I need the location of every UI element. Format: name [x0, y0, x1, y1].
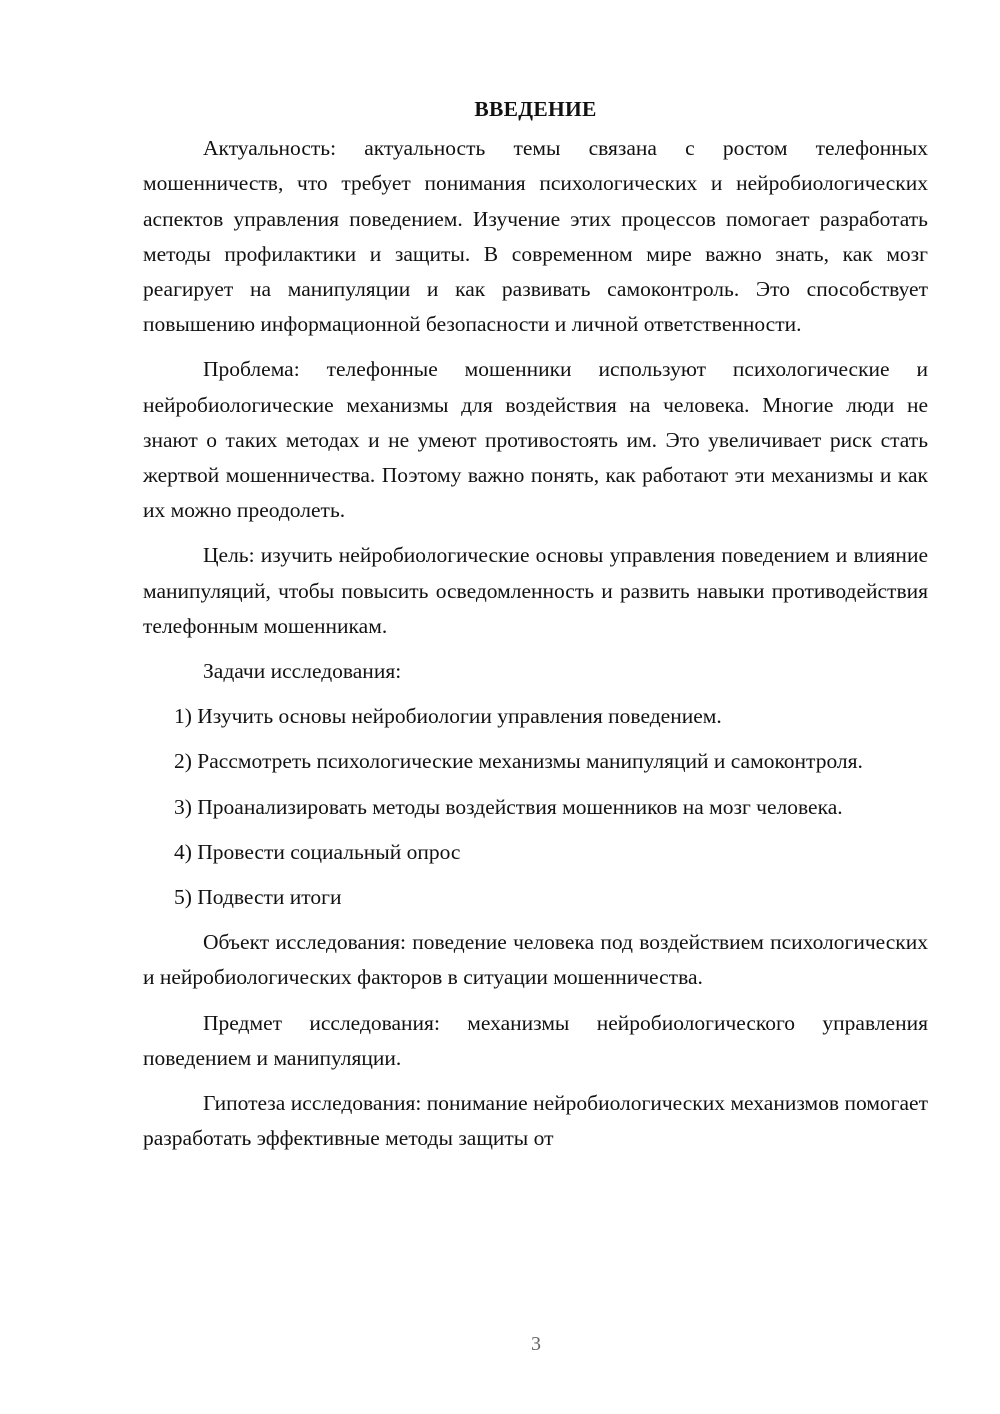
task-item-5: 5) Подвести итоги	[174, 885, 342, 910]
task-item-2: 2) Рассмотреть психологические механизмы манипуляций и самоконтроля.	[174, 749, 863, 774]
task-item-4: 4) Провести социальный опрос	[174, 839, 461, 864]
task-item-1: 1) Изучить основы нейробиологии управления поведением.	[174, 704, 722, 729]
goal-paragraph: Цель: изучить нейробиологические основы управления поведением и влияние манипуляций, чтобы повысить осведомленность и развить навыки противодействия телефонным мошенникам.	[143, 543, 928, 638]
section-heading: ВВЕДЕНИЕ	[474, 97, 597, 121]
page-content	[143, 92, 928, 1166]
relevance-paragraph: Актуальность: актуальность темы связана с ростом телефонных мошенничеств, что требует понимания психологических и нейробиологических аспектов управления поведением. Изучение этих процессов помогает разработать методы профилактики и защиты. В современном мире важно знать, как мозг реагирует на манипуляции и как развивать самоконтроль. Это способствует повышению информационной безопасности и личной ответственности.	[143, 136, 928, 337]
page-number: 3	[531, 1333, 541, 1355]
hypothesis-paragraph: Гипотеза исследования: понимание нейробиологических механизмов помогает разработать эффективные методы защиты от	[143, 1091, 928, 1151]
object-paragraph: Объект исследования: поведение человека под воздействием психологических и нейробиологических факторов в ситуации мошенничества.	[143, 930, 928, 990]
task-item-3: 3) Проанализировать методы воздействия мошенников на мозг человека.	[174, 794, 843, 819]
tasks-title: Задачи исследования:	[203, 659, 402, 684]
problem-paragraph: Проблема: телефонные мошенники используют психологические и нейробиологические механизмы для воздействия на человека. Многие люди не знают о таких методах и не умеют противостоять им. Это увеличивает риск стать жертвой мошенничества. Поэтому важно понять, как работают эти механизмы и как их можно преодолеть.	[143, 357, 928, 523]
subject-paragraph: Предмет исследования: механизмы нейробиологического управления поведением и манипуляции.	[143, 1010, 928, 1070]
